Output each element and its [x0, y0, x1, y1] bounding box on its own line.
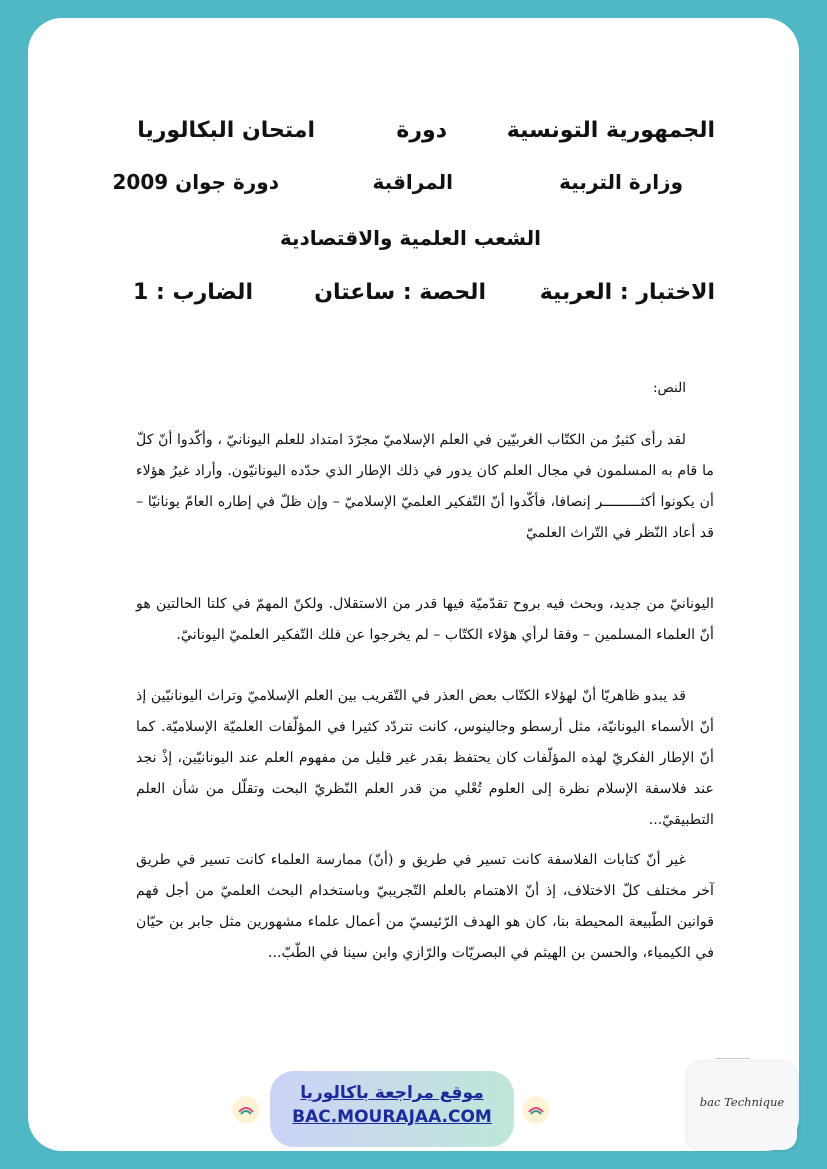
- header-row-2: [28, 170, 799, 206]
- ministry-title: وزارة التربية: [559, 170, 683, 194]
- control-title: المراقبة: [372, 170, 453, 194]
- republic-title: الجمهورية التونسية: [506, 118, 715, 143]
- paragraph-1-text: لقد رأى كثيرٌ من الكتّاب الغربيّين في العلم الإسلاميّ مجرّدَ امتداد للعلم اليونانيّ ، وأكّدوا أنّ كلّ ما قام به المسلمون في مجال العلم كان يدور في ذلك الإطار الذي حدّده اليونانيّون. وأراد غيرُ هؤلاء أن يكونوا أكثـــــــــر إنصافا، فأكّدوا أنّ التّفكير العلميّ الإسلاميّ – وإن ظلّ في إطاره العامّ يونانيّا – قد أعاد النّظر في التّراث العلميّ: [136, 432, 714, 541]
- session-word: دورة: [396, 118, 447, 143]
- paragraph-3-text: قد يبدو ظاهريّا أنّ لهؤلاء الكتّاب بعض العذر في التّقريب بين العلم الإسلاميّ وتراث اليونانيّين إذ أنّ الأسماء اليونانيّة، مثل أرسطو وجالينوس، كانت تتردّد كثيرا في المؤلّفات العلميّة الإسلاميّة. كما أنّ الإطار الفكريّ لهذه المؤلّفات كان يحتفظ بقدر غير قليل من مفهوم العلم عند اليونانيّين، إذْ نجد عند فلاسفة الإسلام نظرة إلى العلوم تُعْلي من قدر العلم النّظريّ البحت وتقلّل من شأن العلم التطبيقيّ...: [136, 688, 714, 828]
- paragraph-2: [136, 589, 714, 651]
- paragraph-4: [136, 845, 714, 969]
- site-logo-icon-left: [232, 1096, 260, 1124]
- brand-badge: [687, 1062, 797, 1150]
- site-url[interactable]: BAC.MOURAJAA.COM: [292, 1107, 492, 1127]
- site-link-banner[interactable]: [270, 1071, 514, 1147]
- header-row-3: [28, 226, 799, 262]
- header-row-4: [28, 280, 799, 316]
- subject-label: الاختبار : العربية: [539, 280, 715, 305]
- exam-title: امتحان البكالوريا: [137, 118, 315, 143]
- text-label: النص:: [652, 380, 686, 396]
- site-logo-icon-right: [522, 1096, 550, 1124]
- paragraph-3: [136, 681, 714, 836]
- header-row-1: [28, 118, 799, 154]
- brand-name: bac Technique: [699, 1095, 785, 1109]
- paragraph-4-text: غير أنّ كتابات الفلاسفة كانت تسير في طريق و (أنّ) ممارسة العلماء كانت تسير في طريق آخر مختلف كلّ الاختلاف، إذ أنّ الاهتمام بالعلم التّجريبيّ وباستخدام البحث العلميّ من أجل فهم قوانين الطّبيعة المحيطة بنا، كان هو الهدف الرّئيسيّ من أعمال علماء مشهورين مثل جابر بن حيّان في الكيمياء، والحسن بن الهيثم في البصريّات والرّازي وابن سينا في الطّبّ...: [136, 852, 714, 961]
- session-date: دورة جوان 2009: [112, 170, 279, 194]
- paragraph-1: [136, 425, 714, 549]
- exam-page: [28, 18, 799, 1151]
- duration-label: الحصة : ساعتان: [314, 280, 486, 305]
- coefficient-label: الضارب : 1: [133, 280, 253, 305]
- paragraph-2-text: اليونانيّ من جديد، وبحث فيه بروح تقدّميّة فيها قدر من الاستقلال. ولكنّ المهمّ في كلتا الحالتين هو أنّ العلماء المسلمين – وفقا لرأي هؤلاء الكتّاب – لم يخرجوا عن فلك التّفكير العلميّ اليونانيّ.: [136, 596, 714, 643]
- site-name-arabic[interactable]: موقع مراجعة باكالوريا: [300, 1083, 484, 1103]
- branches-title: الشعب العلمية والاقتصادية: [279, 226, 541, 250]
